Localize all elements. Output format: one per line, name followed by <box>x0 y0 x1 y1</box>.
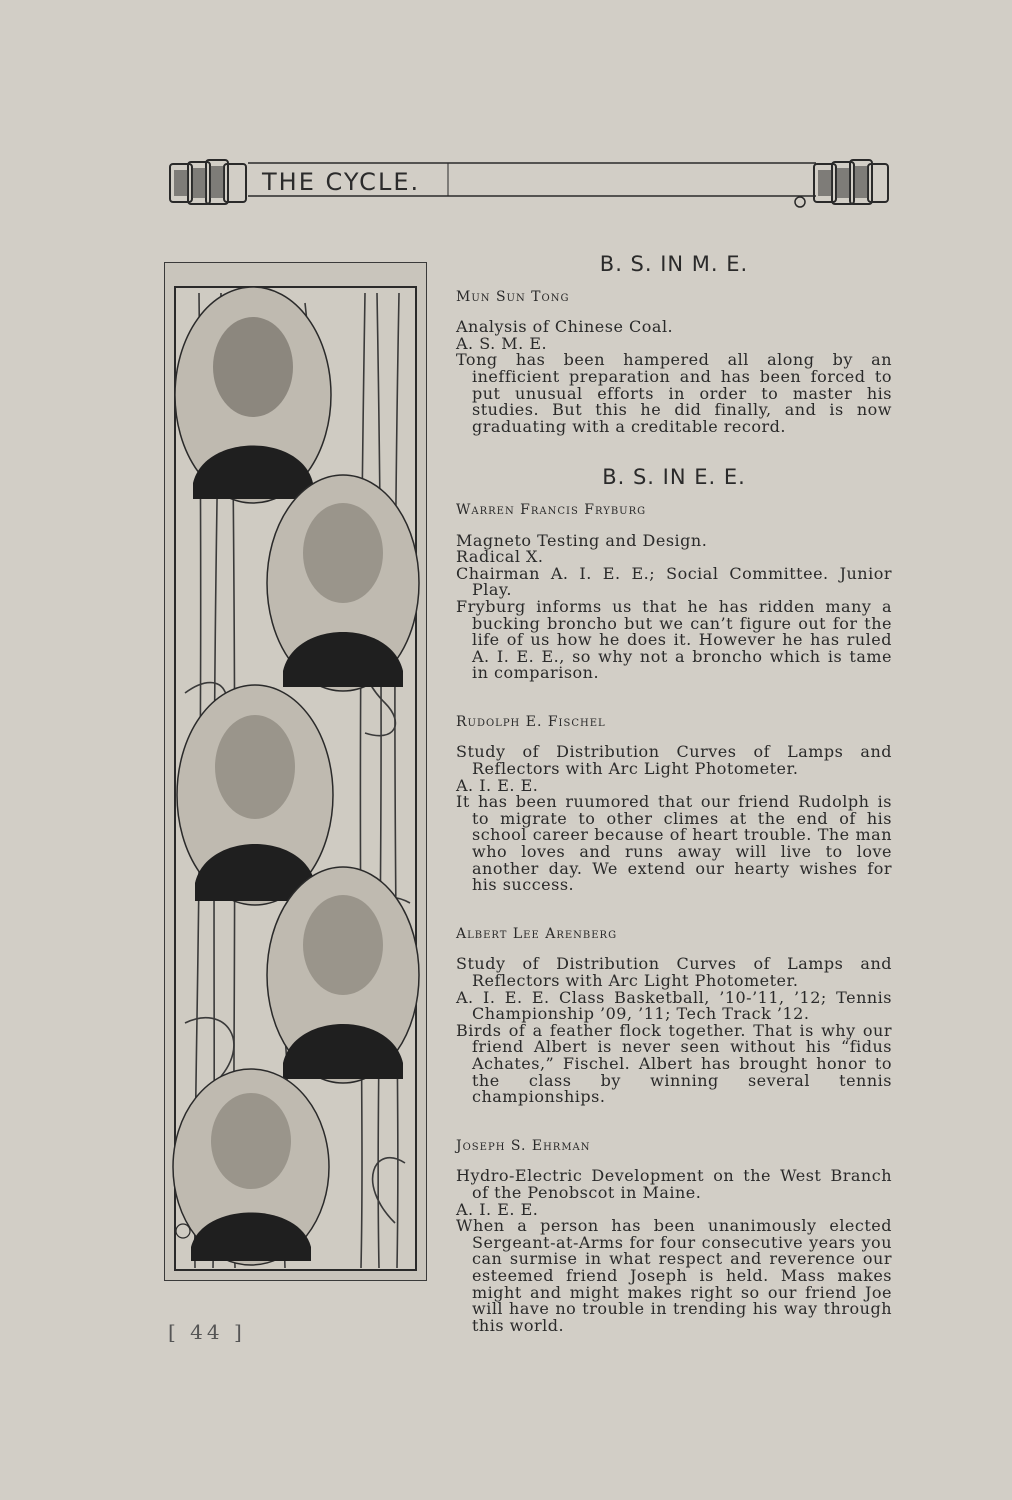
biography: Fryburg informs us that he has ridden many a bucking broncho but we can’t figure out for the life of us how he does it. However he has ruled A. I. E. E., so why not a broncho which is tame in comparison. <box>456 596 892 683</box>
student-name: Rudolph E. Fischel <box>456 713 606 730</box>
text-column <box>456 252 892 1366</box>
header-banner <box>168 158 892 210</box>
student-name: Albert Lee Arenberg <box>456 925 618 942</box>
activities: A. I. E. E. Class Basketball, ’10-’11, ’12; Tennis Championship ’09, ’11; Tech Track ’12. <box>456 987 892 1024</box>
portrait-panel <box>164 262 427 1281</box>
biography: Birds of a feather flock together. That is why our friend Albert is never seen without his “fidus Achates,” Fischel. Albert has brought honor to the class by winning several tennis championships. <box>456 1020 892 1107</box>
student-entry <box>456 714 892 894</box>
student-name: Warren Francis Fryburg <box>456 501 647 518</box>
student-entry <box>456 289 892 436</box>
biography: When a person has been unanimously elected Sergeant-at-Arms for four consecutive years you can surmise in what respect and reverence our esteemed friend Joseph is held. Mass makes might and might makes right so our friend Joe will have no trouble in trending his way through this world. <box>456 1216 892 1335</box>
biography: It has been ruumored that our friend Rudolph is to migrate to other climes at the end of his school career because of heart trouble. The man who loves and runs away will live to love another day. We extend our hearty wishes for his success. <box>456 792 892 895</box>
thesis-title: Magneto Testing and Design. <box>456 530 708 550</box>
banner-title: THE CYCLE. <box>262 168 421 196</box>
floral-border <box>165 263 426 1280</box>
student-entry <box>456 1138 892 1335</box>
student-entry <box>456 926 892 1106</box>
thesis-title: Study of Distribution Curves of Lamps and Reflectors with Arc Light Photometer. <box>456 954 892 990</box>
activities: Radical X. <box>456 547 544 567</box>
thesis-title: Analysis of Chinese Coal. <box>456 317 674 337</box>
activities: A. S. M. E. <box>456 333 548 353</box>
student-name: Mun Sun Tong <box>456 288 570 305</box>
thesis-title: Hydro-Electric Development on the West Branch of the Penobscot in Maine. <box>456 1166 892 1202</box>
thesis-title: Study of Distribution Curves of Lamps and Reflectors with Arc Light Photometer. <box>456 742 892 779</box>
activities: A. I. E. E. <box>456 1199 539 1219</box>
degree-heading: B. S. IN E. E. <box>602 465 746 490</box>
page-number: [ 44 ] <box>168 1320 246 1344</box>
student-name: Joseph S. Ehrman <box>456 1137 591 1154</box>
activities: A. I. E. E. <box>456 775 539 795</box>
degree-heading: B. S. IN M. E. <box>599 252 749 276</box>
student-entry <box>456 502 892 682</box>
activities: Chairman A. I. E. E.; Social Committee. Junior Play. <box>456 563 892 600</box>
biography: Tong has been hampered all along by an inefficient preparation and has been forced to put unusual efforts in order to master his studies. But this he did finally, and is now graduating with a creditable record. <box>456 350 892 436</box>
